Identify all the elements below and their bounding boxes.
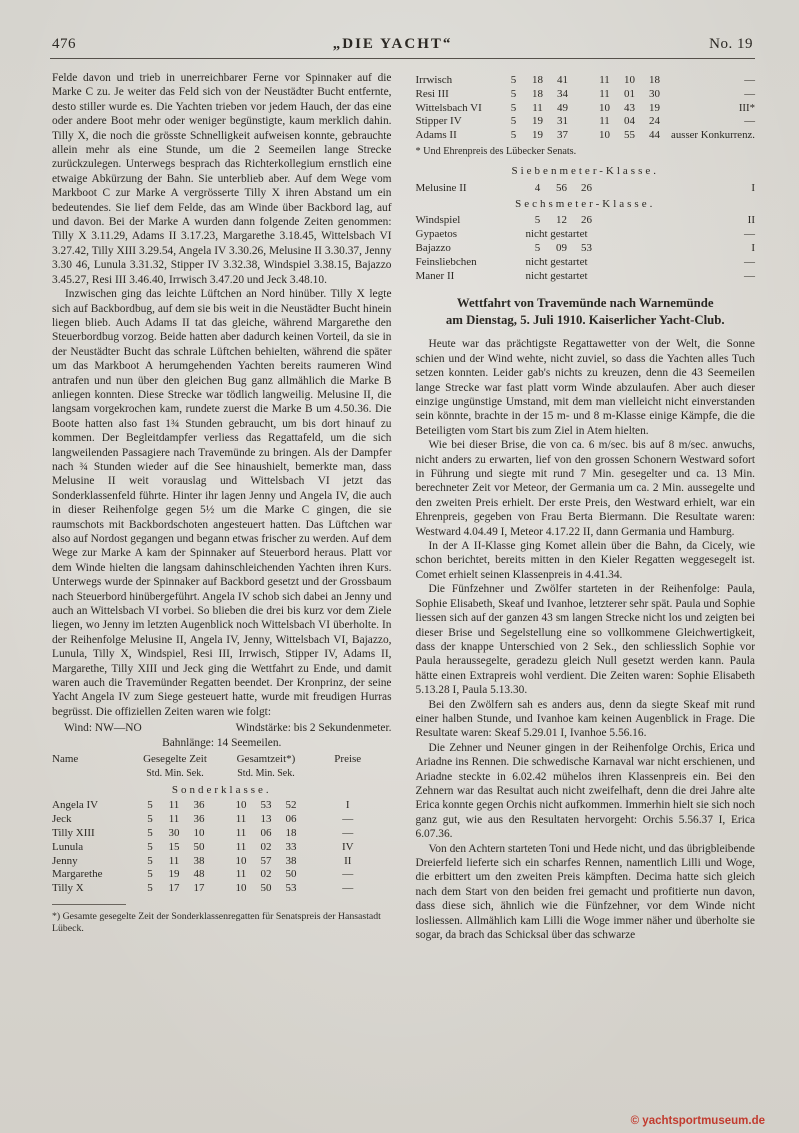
- paragraph: Die Fünfzehner und Zwölfer starteten in der Reihenfolge: Paula, Sophie Elisabeth, Skeaf und Ivanhoe, letzterer sehr spät. Paula und Sophie liessen sich auf der ganzen 43 sm langen Strecke nicht los und zeigten bei dieser Brise und Segelstellung eine so vollkommene Gleichwertigkeit, dass der knappe Unterschied von 2 Sek., den schliesslich Sophie vor Paula heraussegelte, geradezu gleich Null gesetzt werden kann. Paula hätte einen Extrapreis wohl verdient. Die Zeiten waren: Sophie Elisabeth 5.13.28 I, Paula 5.13.30.: [415, 583, 755, 697]
- watermark-credit: © yachtsportmuseum.de: [630, 1115, 765, 1127]
- class-heading-sonderklasse: Sonderklasse.: [171, 783, 272, 796]
- time-cell: 34: [557, 87, 568, 100]
- table-row: [416, 129, 756, 143]
- time-cell: 11: [235, 827, 247, 840]
- paragraph: Inzwischen ging das leichte Lüftchen an Nord hinüber. Tilly X legte sich auf Backbordbug, auf dem sie bis weit in die Neustädter Bucht hinein liegen blieb. Auch Adams II tat das gleiche, während Margarethe den Steuerbordbug vorzog. Beide hatten aber dadurch keinen Vorteil, da sie in der Neustädter Bucht das schrale Lüftchen behielten, während die später um das Markboot A herumgehenden Yachten bereits raumeren Wind antrafen und nun über den gleichen Bug ganz allmählich die Marke B anliegen konnten. Diese Strecke war tödlich langweilig. Melusine II, die langsam vorgekrochen kam, rundete zuerst die Marke B um 4.50.36. Die Boote hatten also fast 1¾ Stunden gebraucht, um bis dort hinauf zu kommen. Der Begleitdampfer verliess das Regattafeld, um die sich langweilenden Passagiere nach Travemünde zu bringen. Als der Dampfer nach ¾ Stunden wieder auf die See hinaushielt, bemerkte man, dass Melusine II weit vorauslag und Wittelsbach VI jetzt das Sonderklassenfeld führte. Hinter ihr lagen Jenny und Angela IV, die auch in dieser Reihenfolge gegen 5½ um die Marke C gingen, die sie raumschots mit Backbordschoten angesteuert hatten. Das Lüftchen war also auf Nordost gegangen und begann etwas frischer zu werden. Auf dem Wege zur Marke A kam der Spinnaker auf Steuerbord heraus. Platt vor dem Winde hielten die langsam dahinschleichenden Yachten ihren Kurs. Unterwegs wurde der Spinnaker auf Backbord gesetzt und der Grossbaum nach Steuerbord hinübergeführt. Angela IV schob sich dabei an Jenny und auch an Wittelsbach VI vorbei. So blieben die drei bis kurz vor dem Ziele liegen, wo Jenny im letzten Augenblick noch Wittelsbach VI überholte. In der Reihenfolge Melusine II, Angela IV, Jenny, Wittelsbach VI, Bajazzo, Lunula, Tilly X, Windspiel, Resi III, Irrwisch, Stipper IV, Adams II, Margarethe, Tilly XIII und Jeck ging die Wettfahrt zu Ende, und damit waren auch die Travemünder Regatten beendet. Der Kronprinz, der seine Yacht Angela IV zum Siege gesteuert hatte, wurde mit freudigen Hurras begrüsst. Die offiziellen Zeiten waren wie folgt:: [52, 288, 392, 718]
- yacht-name: Bajazzo: [415, 242, 451, 255]
- time-cell: 5: [147, 854, 153, 867]
- table-row: [52, 799, 392, 813]
- time-cell: 02: [260, 868, 272, 881]
- table-row: [52, 855, 392, 869]
- time-cell: 5: [147, 840, 153, 853]
- table-row: [52, 827, 392, 841]
- yacht-name: Feinsliebchen: [415, 256, 477, 269]
- prize-cell: ausser Konkurrenz.: [671, 129, 755, 142]
- paragraph: In der A II-Klasse ging Komet allein über die Bahn, da Cicely, wie schon berichtet, bereits mitten in den Kieler Regatten weggesegelt ist. Comet erhielt seinen Klassenpreis in 4.41.34.: [415, 540, 755, 581]
- prize-cell: IV: [341, 840, 354, 853]
- time-cell: 50: [260, 882, 272, 895]
- masthead: [0, 0, 799, 58]
- status-note: nicht gestartet: [525, 270, 588, 283]
- time-cell: 13: [260, 813, 272, 826]
- article-heading: [416, 295, 756, 328]
- time-cell: 10: [624, 74, 635, 86]
- time-cell: 10: [599, 101, 610, 114]
- time-cell: 50: [193, 840, 205, 853]
- subheader-units: Std. Min. Sek.: [237, 767, 295, 779]
- yacht-name: Irrwisch: [415, 74, 453, 86]
- yacht-name: Wittelsbach VI: [415, 101, 482, 114]
- time-cell: 19: [532, 115, 543, 128]
- yacht-name: Melusine II: [415, 181, 467, 194]
- time-cell: 53: [581, 242, 592, 255]
- paragraph: Wie bei dieser Brise, die von ca. 6 m/sec. bis auf 8 m/sec. anwuchs, nicht anders zu erwarten, lief von den grossen Schonern Westward sofort in Führung und siegte mit rund 7 Min. gesegelter und ca. 13 Min. berechneter Zeit vor Meteor, der Germania um ca. 2 Min. aussegelte und den zweiten Preis erhielt. Der erste Preis, den Westward erhielt, war ein Ehrenpreis, gegeben von Frau Berta Biermann. Die Resultate waren: Westward 4.04.49 I, Meteor 4.17.22 II, dann Germania und Hamburg.: [415, 439, 755, 538]
- time-cell: 10: [235, 854, 247, 867]
- table-row: [52, 882, 392, 896]
- time-cell: 5: [510, 129, 517, 142]
- time-cell: 33: [285, 840, 297, 853]
- yacht-name: Windspiel: [415, 214, 461, 227]
- time-cell: 06: [260, 827, 272, 840]
- time-cell: 5: [534, 242, 541, 255]
- prize-cell: —: [744, 87, 755, 100]
- page-columns: [0, 59, 799, 942]
- wind-info: [52, 721, 392, 735]
- course-length: Bahnlänge: 14 Seemeilen.: [162, 736, 282, 749]
- table-row: [416, 88, 756, 102]
- time-cell: 24: [649, 115, 660, 128]
- status-note: nicht gestartet: [525, 228, 588, 241]
- yacht-name: Angela IV: [52, 799, 99, 812]
- prize-cell: —: [342, 813, 354, 826]
- results-table: [52, 753, 392, 896]
- prize-cell: I: [751, 181, 755, 194]
- time-cell: 10: [235, 799, 247, 812]
- table-row: [416, 102, 756, 116]
- yacht-name: Adams II: [415, 129, 457, 142]
- paragraph: Bei den Zwölfern sah es anders aus, denn da siegte Skeaf mit rund einer halben Stunde, und Ivanhoe kam keinen Augenblick in Frage. Die Resultate waren: Skeaf 5.29.01 I, Ivanhoe 5.56.16.: [415, 698, 755, 740]
- right-column: [416, 71, 756, 942]
- time-cell: 30: [168, 827, 180, 840]
- time-cell: 17: [168, 882, 180, 895]
- time-cell: 18: [285, 827, 297, 840]
- table-row: [52, 868, 392, 882]
- time-cell: 5: [147, 799, 153, 812]
- time-cell: 4: [534, 181, 541, 194]
- article-heading-line2: am Dienstag, 5. Juli 1910. Kaiserlicher Yacht-Club.: [445, 312, 725, 327]
- time-cell: 5: [510, 101, 517, 114]
- wind-direction: Wind: NW—NO: [64, 722, 142, 735]
- time-cell: 5: [147, 813, 153, 826]
- journal-title: „DIE YACHT“: [332, 36, 453, 52]
- time-cell: 53: [285, 882, 297, 895]
- table-row: [416, 181, 756, 195]
- time-cell: 19: [532, 129, 543, 142]
- time-cell: 11: [599, 74, 610, 86]
- prize-cell: —: [744, 256, 755, 269]
- yacht-name: Maner II: [415, 270, 455, 283]
- prize-cell: —: [342, 827, 354, 840]
- table-row: [52, 841, 392, 855]
- time-cell: 11: [599, 115, 610, 128]
- time-cell: 11: [599, 87, 610, 100]
- table-row: [416, 213, 756, 227]
- column-header-gesamt: Gesamtzeit*): [236, 753, 296, 766]
- paragraph: Heute war das prächtigste Regattawetter von der Welt, die Sonne schien und der Wind wehte, nicht zuviel, so dass die Yachten alles Tuch setzen konnten. Leider gab's nichts zu kreuzen, denn die 43 Seemeilen lange Strecke war fast platt vorm Winde abzulaufen. Aber auch dieser einzige ungünstige Umstand, mit dem man vielleicht nicht einverstanden sein könnte, brachte in der 15 m- und 8 m-Klasse einige Kämpfe, die die Beteiligten vom Start bis zum Ziel in Atem hielten.: [415, 338, 755, 437]
- time-cell: 50: [285, 868, 297, 881]
- prize-cell: —: [342, 868, 354, 881]
- time-cell: 17: [193, 882, 205, 895]
- time-cell: 04: [624, 115, 635, 128]
- prize-cell: —: [744, 228, 755, 241]
- yacht-name: Gypaetos: [415, 228, 458, 241]
- time-cell: 56: [556, 181, 567, 194]
- time-cell: 10: [599, 129, 610, 142]
- prize-cell: —: [744, 115, 755, 128]
- time-cell: 49: [557, 101, 568, 114]
- prize-cell: I: [751, 242, 755, 255]
- time-cell: 18: [649, 74, 660, 86]
- yacht-name: Jeck: [52, 813, 72, 826]
- prize-cell: II: [747, 214, 755, 227]
- results-table-continuation: [416, 74, 756, 283]
- time-cell: 38: [285, 854, 297, 867]
- time-cell: 36: [193, 813, 205, 826]
- time-cell: 15: [168, 840, 180, 853]
- yacht-name: Jenny: [52, 854, 78, 867]
- prize-cell: II: [344, 854, 352, 867]
- table-row: [416, 255, 756, 269]
- time-cell: 5: [147, 827, 153, 840]
- time-cell: 11: [168, 813, 180, 826]
- prize-cell: —: [744, 74, 755, 86]
- table-row: [416, 241, 756, 255]
- issue-number: No. 19: [709, 36, 753, 52]
- time-cell: 12: [556, 214, 567, 227]
- column-header-name: Name: [52, 753, 79, 766]
- time-cell: 48: [193, 868, 205, 881]
- time-cell: 5: [534, 214, 541, 227]
- time-cell: 11: [168, 799, 180, 812]
- time-cell: 18: [532, 74, 543, 86]
- footnote: * Und Ehrenpreis des Lübecker Senats.: [415, 145, 577, 157]
- table-row: [416, 269, 756, 283]
- time-cell: 11: [532, 101, 543, 114]
- table-header: [52, 753, 392, 767]
- time-cell: 57: [260, 854, 272, 867]
- status-note: nicht gestartet: [525, 256, 588, 269]
- time-cell: 55: [624, 129, 635, 142]
- time-cell: 06: [285, 813, 297, 826]
- time-cell: 11: [235, 868, 247, 881]
- time-cell: 10: [193, 827, 205, 840]
- table-row: [416, 74, 756, 88]
- prize-cell: —: [744, 270, 755, 283]
- table-row: [52, 813, 392, 827]
- yacht-name: Resi III: [415, 87, 449, 100]
- time-cell: 5: [147, 868, 153, 881]
- time-cell: 11: [235, 840, 247, 853]
- wind-strength: Windstärke: bis 2 Sekundenmeter.: [235, 722, 392, 735]
- footnote: *) Gesamte gesegelte Zeit der Sonderklassenregatten für Senatspreis der Hansastadt Lübeck.: [52, 911, 381, 935]
- yacht-name: Tilly X: [52, 882, 84, 895]
- class-heading-sechsmeter: Sechsmeter-Klasse.: [515, 197, 656, 210]
- column-header-gesegelte: Gesegelte Zeit: [143, 753, 207, 766]
- left-column: [52, 71, 392, 942]
- prize-cell: I: [345, 799, 350, 812]
- yacht-name: Lunula: [52, 840, 84, 853]
- yacht-name: Stipper IV: [415, 115, 462, 128]
- time-cell: 5: [510, 74, 517, 86]
- time-cell: 01: [624, 87, 635, 100]
- time-cell: 19: [649, 101, 660, 114]
- time-cell: 02: [260, 840, 272, 853]
- yacht-name: Tilly XIII: [52, 827, 95, 840]
- time-cell: 38: [193, 854, 205, 867]
- page-number: 476: [52, 36, 76, 52]
- time-cell: 52: [285, 799, 297, 812]
- time-cell: 09: [556, 242, 567, 255]
- time-cell: 5: [510, 87, 517, 100]
- table-row: [416, 227, 756, 241]
- time-cell: 30: [649, 87, 660, 100]
- class-heading-siebenmeter: Siebenmeter-Klasse.: [511, 164, 659, 177]
- time-cell: 37: [557, 129, 568, 142]
- time-cell: 5: [510, 115, 517, 128]
- time-cell: 36: [193, 799, 205, 812]
- paragraph: Felde davon und trieb in unerreichbarer Ferne vor Spinnaker auf die Marke C zu. Je weiter das Feld sich von der Neustädter Bucht entfernte, desto stiller wurde es. Die Yachten trieben vor jedem Hauch, der das eine oder andere Boot mehr oder weniger begünstigte, kaum merklich dahin. Tilly X, die noch die grösste Schnelligkeit aufweisen konnte, gebrauchte allein mehr als eine Stunde, um die 2 Seemeilen lange Strecke zurückzulegen. Unterwegs besprach das Richterkollegium ernstlich eine etwaige Abkürzung der Bahn. Sie unterblieb aber. Auf dem Wege vom Markboot C zur Marke A vergrösserte Tilly X ihren Abstand um ein bedeutendes. Sie lief dem Felde, das am Winde über Backbord lag, auf und davon. Bei der Marke A wurden dann folgende Zeiten genommen: Tilly X 3.11.29, Adams II 3.17.23, Margarethe 3.18.45, Wittelsbach VI 3.27.42, Tilly XIII 3.29.54, Angela IV 3.30.26, Melusine II 3.30.37, Jenny 3.30 46, Lunula 3.31.32, Stipper IV 3.32.38, Windspiel 3.38.15, Bajazzo 3.45.27, Resi III 3.46.40, Irrwisch 3.47.20 und Jeck 3.48.10.: [52, 72, 392, 286]
- time-cell: 10: [235, 882, 247, 895]
- time-cell: 26: [581, 181, 592, 194]
- prize-cell: III*: [738, 101, 755, 114]
- column-header-preise: Preise: [334, 753, 362, 766]
- prize-cell: —: [342, 882, 354, 895]
- article-heading-line1: Wettfahrt von Travemünde nach Warnemünde: [456, 296, 714, 311]
- time-cell: 11: [235, 813, 247, 826]
- table-row: [416, 115, 756, 129]
- time-cell: 41: [557, 74, 568, 86]
- time-cell: 19: [168, 868, 180, 881]
- paragraph: Von den Achtern starteten Toni und Hede nicht, und das übrigbleibende Dreierfeld lieferte sich ein scharfes Rennen, namentlich Lilli und Woge, die erbittert um den zweiten Preis kämpften. Decima hatte sich gleich nach dem Start von den beiden frei gemacht und profitierte nun davon, dass diese sich, ähnlich wie die Fünfzehner, vor dem Winde nicht losliessen. Allmählich kam Lilli die Woge immer näher und überholte sie sogar, da brach das Schicksal über das schwarze: [415, 842, 755, 942]
- time-cell: 53: [260, 799, 272, 812]
- table-subheader: [52, 767, 392, 781]
- time-cell: 43: [624, 101, 635, 114]
- subheader-units: Std. Min. Sek.: [146, 767, 204, 779]
- paragraph: Die Zehner und Neuner gingen in der Reihenfolge Orchis, Erica und Ariadne ins Rennen. Die schwedische Karnaval war nicht erschienen, und Ariadne steckte in 6.02.42 mühelos ihren Klassenpreis ein. Bei den Zehnern war das Resultat auch nicht zweifelhaft, denn die drei Jahre alte Erica konnte gegen Orchis nicht aufkommen. Immerhin hielt sie sich noch ganz gut, wie aus den Resultaten hervorgeht: Orchis 5.56.37 I, Erica 6.07.36.: [415, 741, 755, 841]
- time-cell: 18: [532, 87, 543, 100]
- time-cell: 31: [557, 115, 568, 128]
- time-cell: 26: [581, 214, 592, 227]
- time-cell: 44: [649, 129, 660, 142]
- time-cell: 11: [168, 854, 180, 867]
- footnote-rule: [52, 904, 126, 905]
- yacht-name: Margarethe: [52, 868, 103, 881]
- time-cell: 5: [147, 882, 153, 895]
